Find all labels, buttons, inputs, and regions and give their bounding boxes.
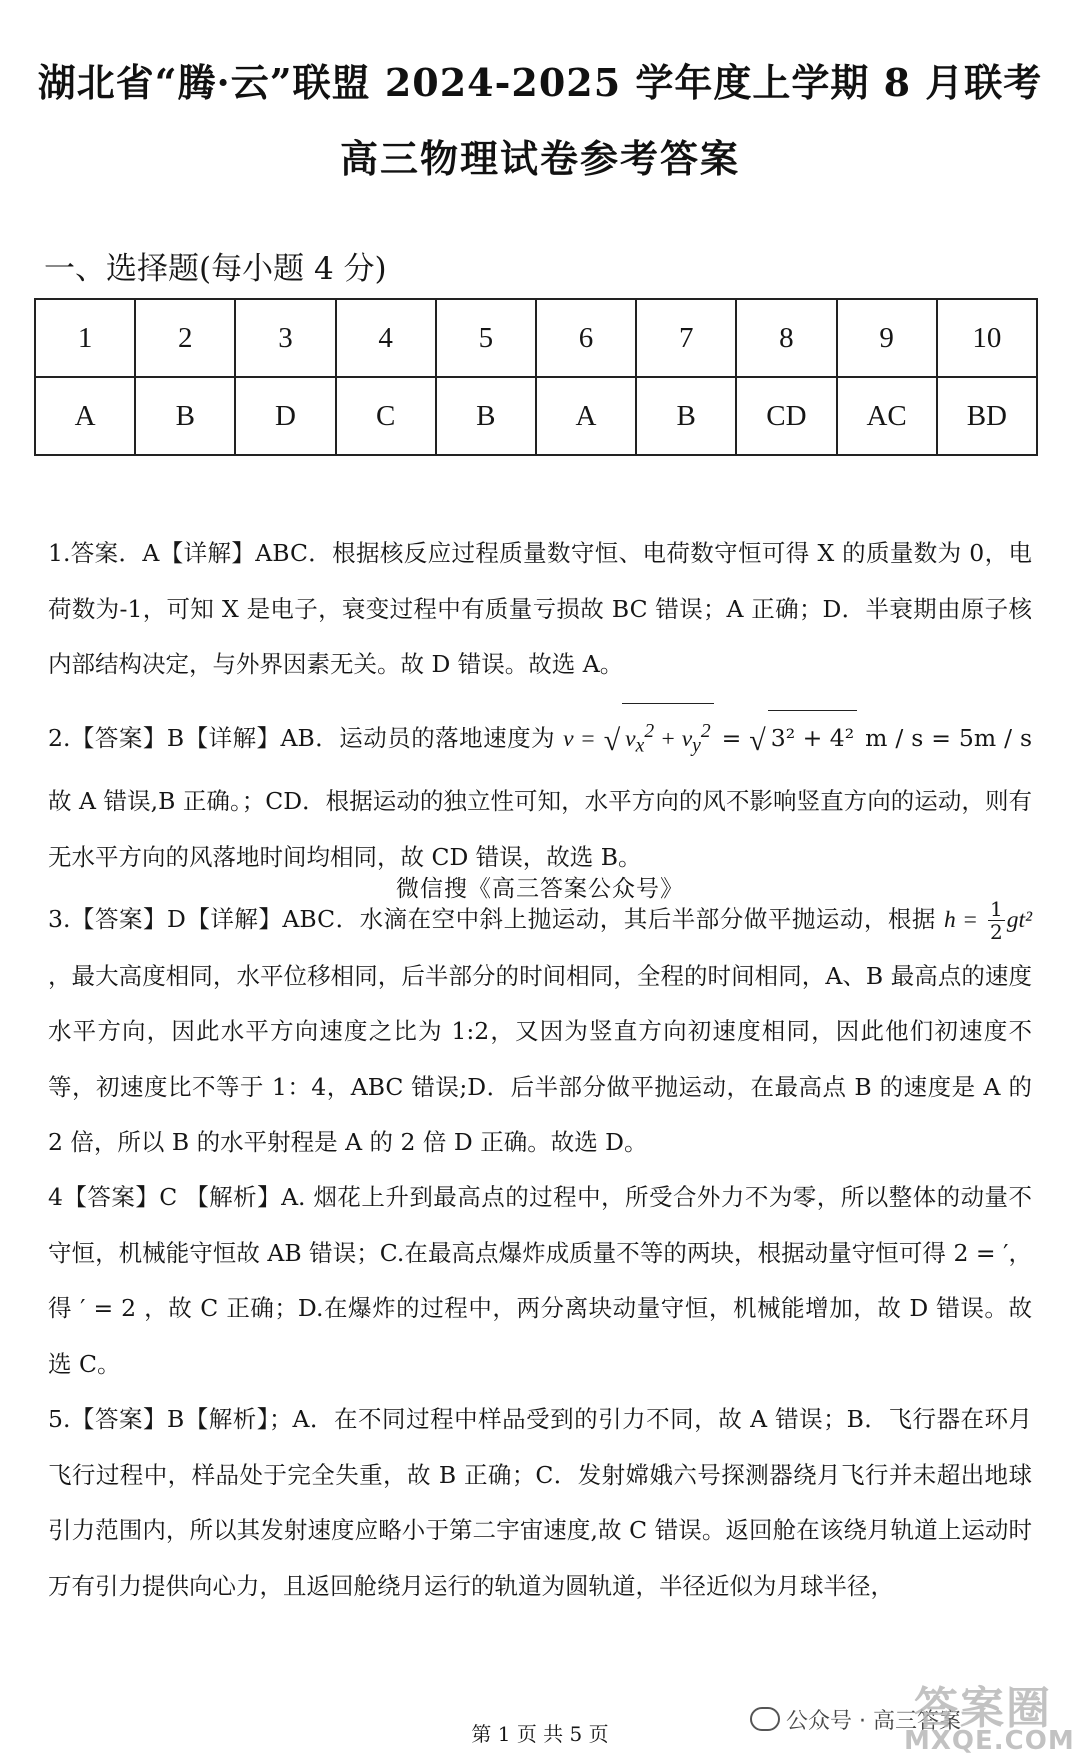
answer-row (35, 377, 1037, 455)
sqrt-icon: √ (603, 723, 621, 757)
question-number-row (35, 299, 1037, 377)
q2-radicand-1: $v_x^2 + v_y^2$ (622, 703, 713, 774)
answer-cell: C (336, 377, 436, 455)
q2-text-before: 2.【答案】B【详解】AB．运动员的落地速度为 (48, 723, 556, 752)
question-number: 4 (336, 299, 436, 377)
q2-formula-lhs: v = (563, 725, 596, 752)
answer-cell: CD (736, 377, 836, 455)
q2-text-after: 故 A 错误,B 正确。；CD．根据运动的独立性可知，水平方向的风不影响竖直方向的运动，则有无水平方向的风落地时间均相同，故 CD 错误，故选 B。 (48, 787, 1032, 871)
watermark-caption: 微信搜《高三答案公众号》 (396, 876, 684, 902)
site-logo (902, 1670, 1075, 1760)
q3-fraction: $\frac{1}{2}$ (989, 897, 1003, 944)
q3-text-before: 3.【答案】D【详解】ABC．水滴在空中斜上抛运动，其后半部分做平抛运动，根据 (48, 905, 936, 933)
answer-cell: B (135, 377, 235, 455)
explanation-q4: 4【答案】C 【解析】A. 烟花上升到最高点的过程中，所受合外力不为零，所以整体的动量不守恒，机械能守恒故 AB 错误；C.在最高点爆炸成质量不等的两块，根据动量守恒可得 2 = ′，得 ′ = 2 ，故 C 正确；D.在爆炸的过程中，两分离块动量守恒，机械能增加，故 D 错误。故选 C。 (48, 1183, 1032, 1378)
page-number: 第 1 页 共 5 页 (471, 1722, 609, 1746)
answer-cell: AC (837, 377, 937, 455)
answer-cell: D (235, 377, 335, 455)
question-number: 8 (736, 299, 836, 377)
question-number: 1 (35, 299, 135, 377)
answer-cell: A (536, 377, 636, 455)
explanation-q2 (48, 703, 1032, 885)
question-number: 10 (937, 299, 1037, 377)
answer-cell: BD (937, 377, 1037, 455)
logo-text: 答案圈 (914, 1683, 1052, 1734)
exam-subtitle: 高三物理试卷参考答案 (339, 136, 740, 181)
q2-formula-eq: = (721, 723, 742, 752)
explanation-q1: 1.答案．A【详解】ABC．根据核反应过程质量数守恒、电荷数守恒可得 X 的质量数为 0，电荷数为-1，可知 X 是电子，衰变过程中有质量亏损故 BC 错误；A 正确；D．半衰期由原子核内部结构决定，与外界因素无关。故 D 错误。故选 A。 (48, 539, 1032, 678)
section-heading: 一、选择题(每小题 4 分) (44, 251, 387, 287)
question-number: 3 (235, 299, 335, 377)
sqrt-icon: √ (749, 723, 766, 757)
q2-formula-rhs: m / s = 5m / s (865, 723, 1032, 752)
answer-cell: B (436, 377, 536, 455)
question-number: 5 (436, 299, 536, 377)
q3-text-after: ，最大高度相同，水平位移相同，后半部分的时间相同，全程的时间相同，A、B 最高点的速度水平方向，因此水平方向速度之比为 1:2，又因为竖直方向初速度相同，因此他们初速度不等，初速度比不等于 1：4，ABC 错误;D．后半部分做平抛运动，在最高点 B 的速度是 A 的 2 倍，所以 B 的水平射程是 A 的 2 倍 D 正确。故选 D。 (48, 961, 1032, 1156)
wechat-account-label: 公众号 · 高三答案 (750, 1704, 961, 1735)
question-number: 6 (536, 299, 636, 377)
explanation-q3 (48, 892, 1032, 1171)
question-number: 2 (135, 299, 235, 377)
wechat-icon (750, 1707, 780, 1731)
logo-site: MXQE.COM (904, 1726, 1075, 1756)
answer-cell: A (35, 377, 135, 455)
q3-formula-gt: gt² (1006, 907, 1033, 933)
answer-cell: B (636, 377, 736, 455)
question-number: 9 (837, 299, 937, 377)
question-number: 7 (636, 299, 736, 377)
q3-formula-h: h = (943, 907, 978, 933)
answer-table (34, 298, 1038, 456)
exam-title: 湖北省“腾·云”联盟 2024-2025 学年度上学期 8 月联考 (37, 60, 1043, 105)
q2-radicand-2: 3² + 4² (768, 710, 857, 767)
explanation-q5: 5.【答案】B【解析】；A．在不同过程中样品受到的引力不同，故 A 错误；B．飞行器在环月飞行过程中，样品处于完全失重，故 B 正确；C．发射嫦娥六号探测器绕月飞行并未超出地球引力范围内，所以其发射速度应略小于第二宇宙速度,故 C 错误。返回舱在该绕月轨道上运动时万有引力提供向心力，且返回舱绕月运行的轨道为圆轨道，半径近似为月球半径， (48, 1405, 1032, 1600)
